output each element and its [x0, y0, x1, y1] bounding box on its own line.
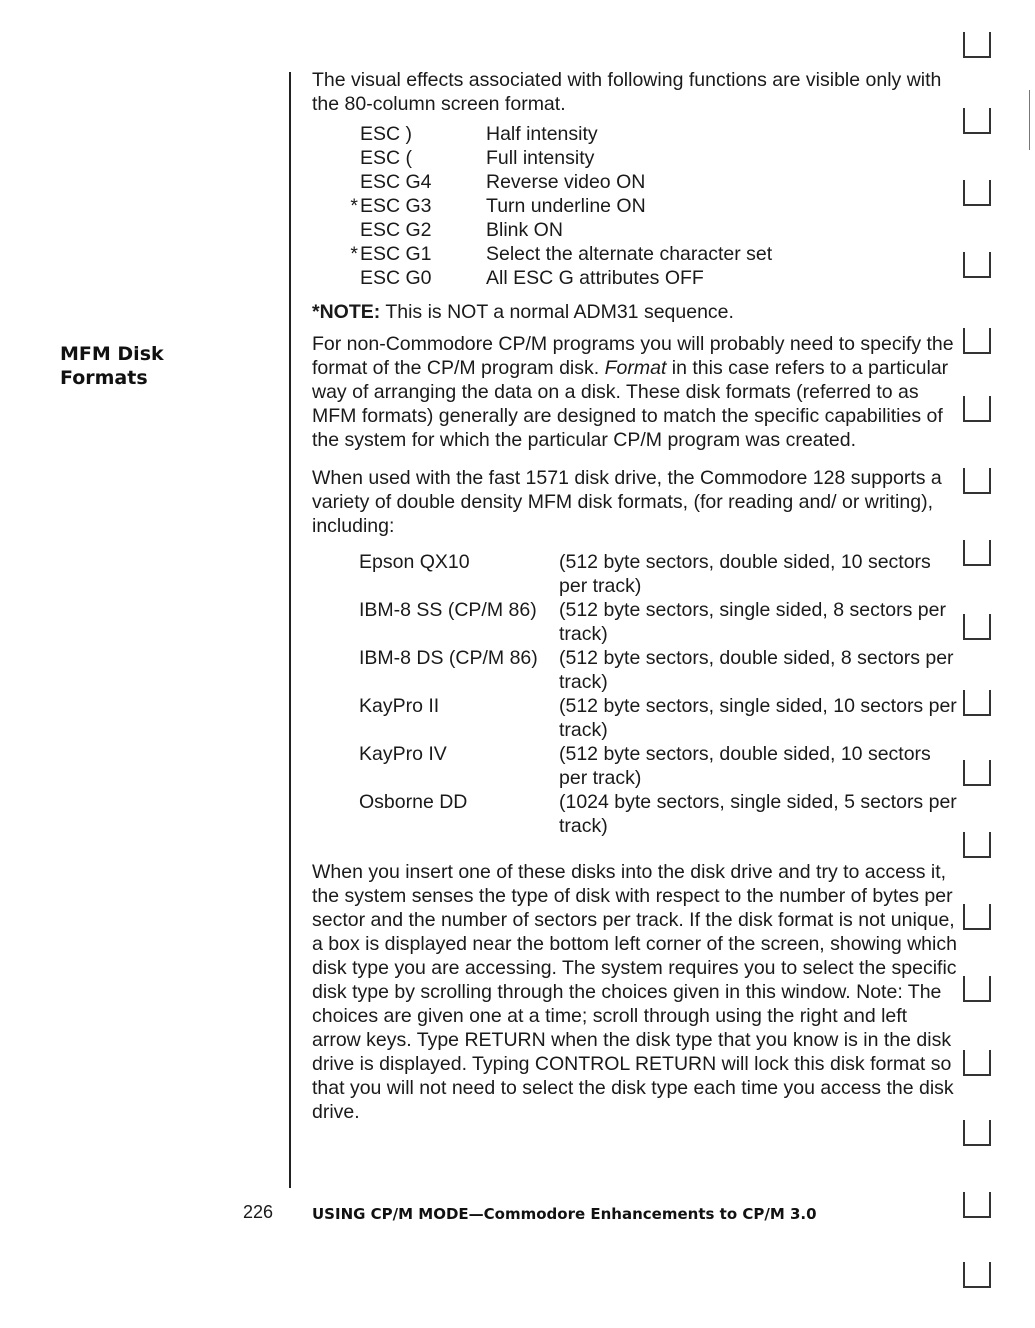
escape-code: ESC ) [360, 123, 413, 145]
para1-text-a: For non-Commodore CP/M programs you will probably need to specify the format of the CP/M program disk. [312, 333, 954, 379]
binder-hole [963, 614, 991, 640]
disk-format-description: (512 byte sectors, double sided, 8 sectors per track) [559, 647, 954, 693]
escape-code: ESC G4 [360, 171, 432, 193]
mfm-formats-paragraph [312, 332, 957, 452]
binder-hole [963, 976, 991, 1002]
section-heading-line1: MFM Disk [60, 343, 164, 365]
asterisk-marker: * [350, 243, 358, 265]
disk-format-table [359, 550, 957, 838]
escape-code-description: Turn underline ON [486, 195, 646, 217]
disk-format-description: (512 byte sectors, single sided, 8 sectors per track) [559, 599, 946, 645]
note-text: This is NOT a normal ADM31 sequence. [380, 301, 734, 323]
disk-format-row [359, 550, 957, 598]
binder-hole [963, 396, 991, 422]
disk-format-row [359, 598, 957, 646]
escape-code-row [340, 122, 957, 146]
escape-code-row [340, 242, 957, 266]
binder-hole [963, 468, 991, 494]
escape-code-description: Reverse video ON [486, 171, 646, 193]
binder-hole [963, 180, 991, 206]
intro-paragraph: The visual effects associated with following functions are visible only with the 80-column screen format. [312, 69, 942, 115]
binder-hole [963, 1262, 991, 1288]
binder-hole [963, 690, 991, 716]
escape-code-description: Blink ON [486, 219, 563, 241]
running-footer: USING CP/M MODE—Commodore Enhancements to CP/M 3.0 [312, 1205, 817, 1223]
disk-format-row [359, 646, 957, 694]
escape-code-row [340, 266, 957, 290]
para1-italic-term: Format [604, 357, 667, 379]
disk-format-name: KayPro II [359, 695, 440, 717]
escape-code: ESC ( [360, 147, 413, 169]
main-content [312, 68, 957, 1124]
para1-text-b: in this case refers to a particular way of arranging the data on a disk. These disk formats (referred to as MFM formats) generally are designed to match the specific capabilities of the system for which the particular CP/M program was created. [312, 357, 949, 451]
binder-hole [963, 1120, 991, 1146]
disk-selection-paragraph: When you insert one of these disks into the disk drive and try to access it, the system senses the type of disk with respect to the number of bytes per sector and the number of sectors per track. If the disk format is not unique, a box is displayed near the bottom left corner of the screen, showing which disk type you are accessing. The system requires you to select the specific disk type by scrolling through the choices given in this window. Note: The choices are given one at a time; scroll through using the right and left arrow keys. Type RETURN when the disk type that you know is in the disk drive is displayed. Typing CONTROL RETURN will lock this disk format so that you will not need to select the disk type each time you access the disk drive. [312, 861, 957, 1123]
margin-rule [289, 72, 291, 1188]
escape-code: ESC G2 [360, 219, 432, 241]
disk-format-name: Epson QX10 [359, 551, 470, 573]
disk-format-description: (512 byte sectors, double sided, 10 sectors per track) [559, 551, 931, 597]
escape-code: ESC G1 [360, 243, 432, 265]
binder-hole [963, 1192, 991, 1218]
disk-format-name: KayPro IV [359, 743, 447, 765]
escape-code-description: Full intensity [486, 147, 595, 169]
binder-hole [963, 252, 991, 278]
binder-hole [963, 1050, 991, 1076]
escape-code: ESC G3 [360, 195, 432, 217]
binder-hole [963, 540, 991, 566]
binder-edge-line [1029, 90, 1030, 150]
escape-code-row [340, 194, 957, 218]
disk-format-description: (1024 byte sectors, single sided, 5 sectors per track) [559, 791, 957, 837]
disk-format-description: (512 byte sectors, double sided, 10 sectors per track) [559, 743, 931, 789]
binder-hole [963, 904, 991, 930]
disk-format-name: Osborne DD [359, 791, 468, 813]
section-heading-line2: Formats [60, 367, 148, 389]
page-number: 226 [243, 1202, 274, 1222]
disk-format-row [359, 694, 957, 742]
disk-format-description: (512 byte sectors, single sided, 10 sectors per track) [559, 695, 957, 741]
disk-format-name: IBM-8 DS (CP/M 86) [359, 647, 538, 669]
disk-format-row [359, 790, 957, 838]
escape-code-row [340, 170, 957, 194]
binder-hole [963, 108, 991, 134]
note-paragraph [312, 300, 957, 324]
disk-format-name: IBM-8 SS (CP/M 86) [359, 599, 537, 621]
binder-edge [955, 0, 1035, 1328]
asterisk-marker: * [350, 195, 358, 217]
note-label: *NOTE: [312, 301, 381, 323]
disk-format-row [359, 742, 957, 790]
binder-hole [963, 328, 991, 354]
binder-hole [963, 760, 991, 786]
escape-code-table [340, 122, 957, 290]
escape-code-description: Select the alternate character set [486, 243, 773, 265]
binder-hole [963, 832, 991, 858]
binder-hole [963, 32, 991, 58]
escape-code-row [340, 218, 957, 242]
section-heading [60, 342, 260, 390]
supported-formats-paragraph: When used with the fast 1571 disk drive, the Commodore 128 supports a variety of double density MFM disk formats, (for reading and/ or writing), including: [312, 467, 942, 537]
escape-code: ESC G0 [360, 267, 432, 289]
escape-code-description: Half intensity [486, 123, 598, 145]
escape-code-row [340, 146, 957, 170]
escape-code-description: All ESC G attributes OFF [486, 267, 704, 289]
